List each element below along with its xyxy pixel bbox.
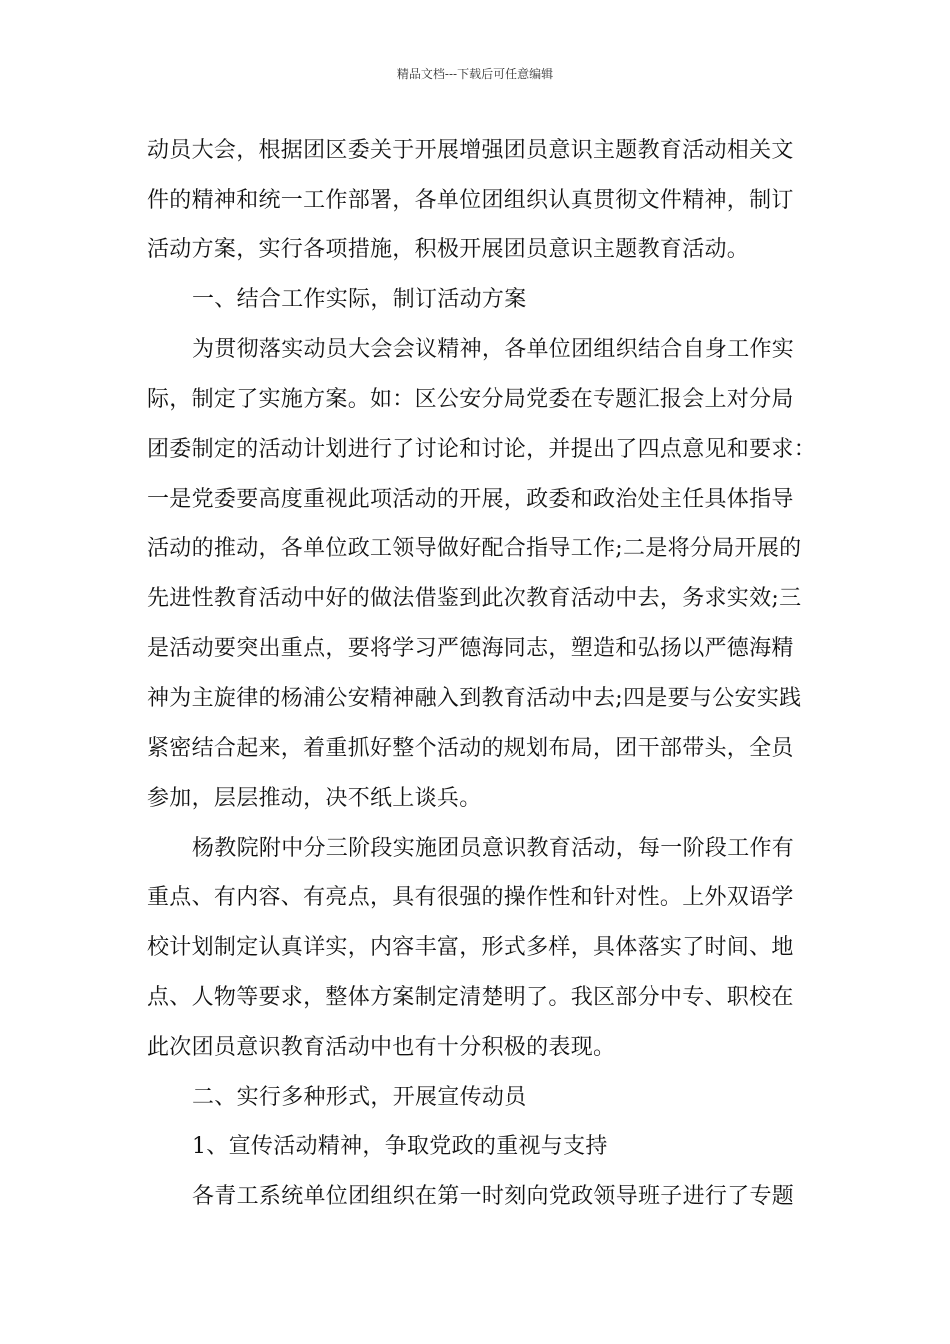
text-line: 校计划制定认真详实，内容丰富，形式多样，具体落实了时间、地	[147, 935, 794, 960]
text-line: 此次团员意识教育活动中也有十分积极的表现。	[147, 1035, 616, 1060]
text-line: 点、人物等要求，整体方案制定清楚明了。我区部分中专、职校在	[147, 985, 794, 1010]
text-line: 先进性教育活动中好的做法借鉴到此次教育活动中去，务求实效;三	[147, 586, 802, 611]
text-line: 是活动要突出重点，要将学习严德海同志，塑造和弘扬以严德海精	[147, 636, 794, 661]
text-line: 际，制定了实施方案。如：区公安分局党委在专题汇报会上对分局	[147, 387, 794, 412]
text-line: 各青工系统单位团组织在第一时刻向党政领导班子进行了专题	[192, 1184, 795, 1209]
text-line: 杨教院附中分三阶段实施团员意识教育活动，每一阶段工作有	[192, 836, 795, 861]
text-line: 神为主旋律的杨浦公安精神融入到教育活动中去;四是要与公安实践	[147, 686, 802, 711]
text-line: 为贯彻落实动员大会会议精神，各单位团组织结合自身工作实	[192, 337, 795, 362]
section-heading: 一、结合工作实际，制订活动方案	[192, 287, 527, 312]
text-line: 参加，层层推动，决不纸上谈兵。	[147, 786, 482, 811]
text-line: 紧密结合起来，着重抓好整个活动的规划布局，团干部带头，全员	[147, 736, 794, 761]
page-header: 精品文档---下载后可任意编辑	[396, 67, 554, 81]
text-line: 重点、有内容、有亮点，具有很强的操作性和针对性。上外双语学	[147, 885, 794, 910]
section-heading: 二、实行多种形式，开展宣传动员	[192, 1085, 527, 1110]
text-line: 件的精神和统一工作部署，各单位团组织认真贯彻文件精神，制订	[147, 188, 794, 213]
text-line: 团委制定的活动计划进行了讨论和讨论，并提出了四点意见和要求：	[147, 437, 817, 462]
text-line: 活动的推动，各单位政工领导做好配合指导工作;二是将分局开展的	[147, 536, 802, 561]
subsection-heading: 1、宣传活动精神，争取党政的重视与支持	[192, 1134, 608, 1159]
text-line: 活动方案，实行各项措施，积极开展团员意识主题教育活动。	[147, 237, 750, 262]
text-line: 动员大会，根据团区委关于开展增强团员意识主题教育活动相关文	[147, 138, 794, 163]
text-line: 一是党委要高度重视此项活动的开展，政委和政治处主任具体指导	[147, 487, 794, 512]
